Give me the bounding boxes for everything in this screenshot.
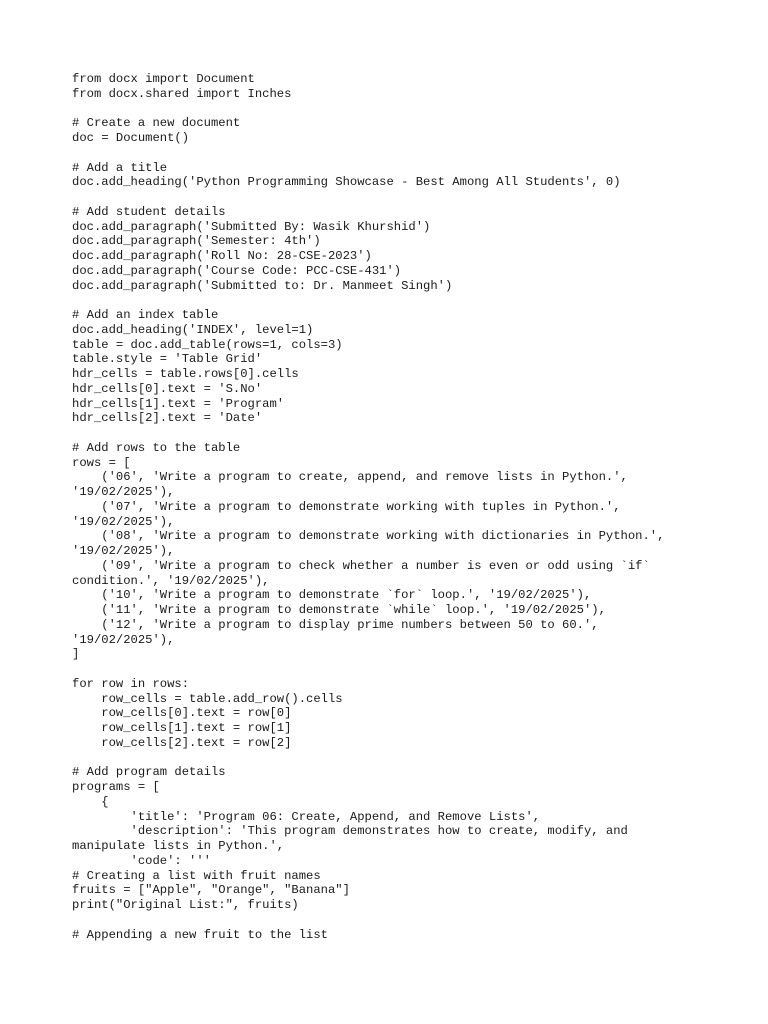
code-line: doc = Document(): [72, 131, 190, 145]
code-line: [72, 146, 712, 161]
code-line: rows = [: [72, 455, 131, 470]
code-line: table = doc.add_table(rows=1, cols=3): [72, 337, 343, 352]
code-line: doc.add_paragraph('Submitted By: Wasik Khurshid'): [72, 219, 431, 234]
code-line: [72, 293, 712, 308]
code-line: ('10', 'Write a program to demonstrate `for` loop.', '19/02/2025'),: [72, 588, 592, 603]
code-line: ('07', 'Write a program to demonstrate working with tuples in Python.',: [72, 499, 621, 514]
code-line: ]: [72, 647, 80, 662]
code-line: doc.add_paragraph('Submitted to: Dr. Manmeet Singh'): [72, 278, 453, 293]
code-line: hdr_cells[1].text = 'Program': [72, 396, 285, 411]
code-line: from docx.shared import Inches: [72, 86, 292, 101]
code-line: from docx import Document: [72, 72, 255, 86]
code-line: ('09', 'Write a program to check whether a number is even or odd using `if`: [72, 558, 650, 573]
code-line: row_cells[2].text = row[2]: [72, 735, 292, 750]
code-line: hdr_cells[0].text = 'S.No': [72, 381, 263, 396]
code-line: 'description': 'This program demonstrates how to create, modify, and: [72, 824, 628, 839]
code-line: ('12', 'Write a program to display prime numbers between 50 to 60.',: [72, 617, 599, 632]
code-line: doc.add_paragraph('Semester: 4th'): [72, 234, 321, 249]
code-line: '19/02/2025'),: [72, 632, 175, 647]
code-line: row_cells = table.add_row().cells: [72, 691, 343, 706]
code-line: # Creating a list with fruit names: [72, 868, 321, 883]
code-line: # Add an index table: [72, 308, 219, 322]
code-line: doc.add_heading('INDEX', level=1): [72, 322, 314, 337]
code-line: [72, 662, 712, 677]
code-line: [72, 751, 712, 766]
code-line: [72, 102, 712, 117]
code-line: doc.add_paragraph('Course Code: PCC-CSE-431'): [72, 263, 402, 278]
code-line: '19/02/2025'),: [72, 544, 175, 558]
code-line: condition.', '19/02/2025'),: [72, 573, 270, 588]
code-line: # Add student details: [72, 204, 226, 219]
code-line: doc.add_paragraph('Roll No: 28-CSE-2023'): [72, 249, 372, 263]
code-line: hdr_cells = table.rows[0].cells: [72, 367, 299, 381]
code-line: [72, 190, 712, 205]
code-line: print("Original List:", fruits): [72, 898, 299, 912]
code-line: [72, 913, 712, 928]
code-line: fruits = ["Apple", "Orange", "Banana"]: [72, 883, 350, 898]
code-line: # Add a title: [72, 160, 168, 175]
code-line: ('06', 'Write a program to create, append, and remove lists in Python.',: [72, 470, 628, 485]
code-line: manipulate lists in Python.',: [72, 839, 285, 853]
code-line: for row in rows:: [72, 676, 190, 691]
code-line: # Appending a new fruit to the list: [72, 927, 328, 942]
code-line: 'code': ''': [72, 853, 211, 868]
code-line: # Create a new document: [72, 116, 241, 131]
code-line: ('11', 'Write a program to demonstrate `while` loop.', '19/02/2025'),: [72, 603, 606, 617]
code-line: table.style = 'Table Grid': [72, 352, 263, 367]
code-line: [72, 426, 712, 441]
code-line: {: [72, 794, 109, 809]
code-line: # Add program details: [72, 765, 226, 780]
code-line: '19/02/2025'),: [72, 514, 175, 529]
code-line: programs = [: [72, 780, 160, 794]
code-line: row_cells[0].text = row[0]: [72, 706, 292, 721]
code-line: row_cells[1].text = row[1]: [72, 721, 292, 735]
code-line: 'title': 'Program 06: Create, Append, and Remove Lists',: [72, 809, 541, 824]
code-line: hdr_cells[2].text = 'Date': [72, 411, 263, 426]
code-line: ('08', 'Write a program to demonstrate working with dictionaries in Python.',: [72, 529, 665, 544]
code-line: # Add rows to the table: [72, 440, 241, 455]
code-listing: [72, 72, 712, 942]
code-line: '19/02/2025'),: [72, 485, 175, 499]
code-line: doc.add_heading('Python Programming Showcase - Best Among All Students', 0): [72, 175, 621, 190]
